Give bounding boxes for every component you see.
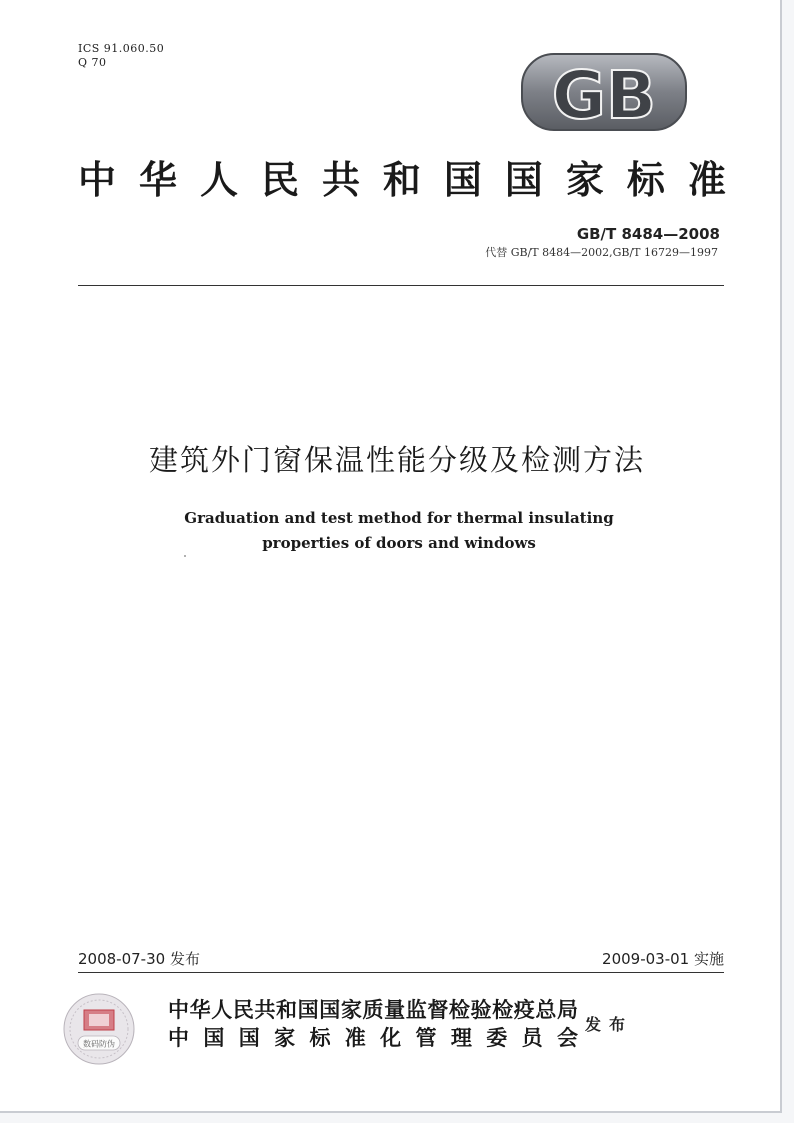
- issuer-line-1-char: 国: [319, 998, 341, 1022]
- issuer-line-2-char: 会: [556, 1026, 578, 1050]
- issuer-line-2-char: 理: [450, 1026, 472, 1050]
- standard-code: GB/T 8484—2008: [576, 225, 720, 243]
- issuer-line-2-char: 员: [521, 1026, 543, 1050]
- standard-type-char: 标: [626, 157, 665, 202]
- seal-text: 数码防伪: [83, 1039, 115, 1049]
- issuer-line-1-char: 民: [232, 998, 254, 1022]
- issuer-line-1-char: 质: [362, 998, 384, 1022]
- issuer-line-1-char: 和: [276, 998, 298, 1022]
- classification-codes: [78, 42, 164, 70]
- issuer-line-2-char: 国: [238, 1026, 260, 1050]
- scan-speck: [184, 555, 186, 557]
- issuer-line-1-char: 家: [340, 998, 362, 1022]
- issuing-authorities: [168, 996, 578, 1052]
- issuer-line-1-char: 华: [189, 998, 211, 1022]
- standard-type-char: 人: [199, 157, 238, 202]
- issuer-line-1-char: 国: [297, 998, 319, 1022]
- issuer-line-2-char: 标: [309, 1026, 331, 1050]
- issuer-line-2-char: 中: [168, 1026, 189, 1050]
- gb-logo: [520, 52, 688, 132]
- standard-type-char: 民: [260, 157, 299, 202]
- gb-logo-text: GB: [551, 57, 657, 132]
- standard-type-char: 华: [138, 157, 177, 202]
- issuer-line-2-char: 管: [415, 1026, 437, 1050]
- ics-code: ICS 91.060.50: [78, 42, 165, 55]
- issuer-line-1-char: 验: [470, 998, 492, 1022]
- implement-date: 2009-03-01 实施: [602, 950, 724, 968]
- issuer-line-1-char: 人: [211, 998, 233, 1022]
- standard-type-char: 共: [321, 157, 360, 202]
- issuer-line-2-char: 准: [344, 1026, 366, 1050]
- issuer-line-1-char: 检: [448, 998, 470, 1022]
- issuer-line-2-char: 委: [486, 1026, 508, 1050]
- issuer-line-1-char: 督: [427, 998, 449, 1022]
- standard-type-char: 家: [565, 157, 604, 202]
- issuer-line-2-char: 家: [274, 1026, 296, 1050]
- page-edge-right: [780, 0, 782, 1112]
- issuer-line-1-char: 监: [405, 998, 427, 1022]
- anti-counterfeit-seal: [62, 992, 136, 1066]
- issuer-line-1-char: 疫: [513, 998, 535, 1022]
- standard-type-char: 准: [687, 157, 726, 202]
- title-en-line2: properties of doors and windows: [262, 534, 536, 552]
- standard-type-char: 国: [443, 157, 482, 202]
- issuer-line-1: [168, 996, 578, 1024]
- issuer-line-2: [168, 1024, 578, 1052]
- issuer-line-1-char: 局: [556, 998, 578, 1022]
- issuer-line-2-char: 化: [380, 1026, 402, 1050]
- standard-type-title: [78, 152, 726, 200]
- issuer-line-1-char: 共: [254, 998, 276, 1022]
- ccs-code: Q 70: [78, 56, 107, 69]
- standard-type-char: 和: [382, 157, 421, 202]
- footer-divider: [78, 972, 724, 973]
- page-edge-bottom: [0, 1111, 782, 1113]
- title-en-line1: Graduation and test method for thermal insulating: [184, 509, 614, 527]
- publish-date: 2008-07-30 发布: [78, 950, 200, 968]
- issued-label: 发布: [585, 1015, 634, 1034]
- issuer-line-1-char: 检: [492, 998, 514, 1022]
- replaced-standards: 代替 GB/T 8484—2002,GB/T 16729—1997: [485, 246, 718, 259]
- date-row: [78, 948, 724, 969]
- standard-type-char: 国: [504, 157, 543, 202]
- document-title-en: [0, 506, 794, 556]
- issuer-line-2-char: 国: [203, 1026, 225, 1050]
- issuer-line-1-char: 总: [535, 998, 557, 1022]
- standard-type-char: 中: [78, 157, 117, 202]
- issuer-line-1-char: 中: [168, 998, 189, 1022]
- document-title-cn: 建筑外门窗保温性能分级及检测方法: [148, 443, 645, 477]
- header-divider: [78, 285, 724, 286]
- issuer-line-1-char: 量: [384, 998, 406, 1022]
